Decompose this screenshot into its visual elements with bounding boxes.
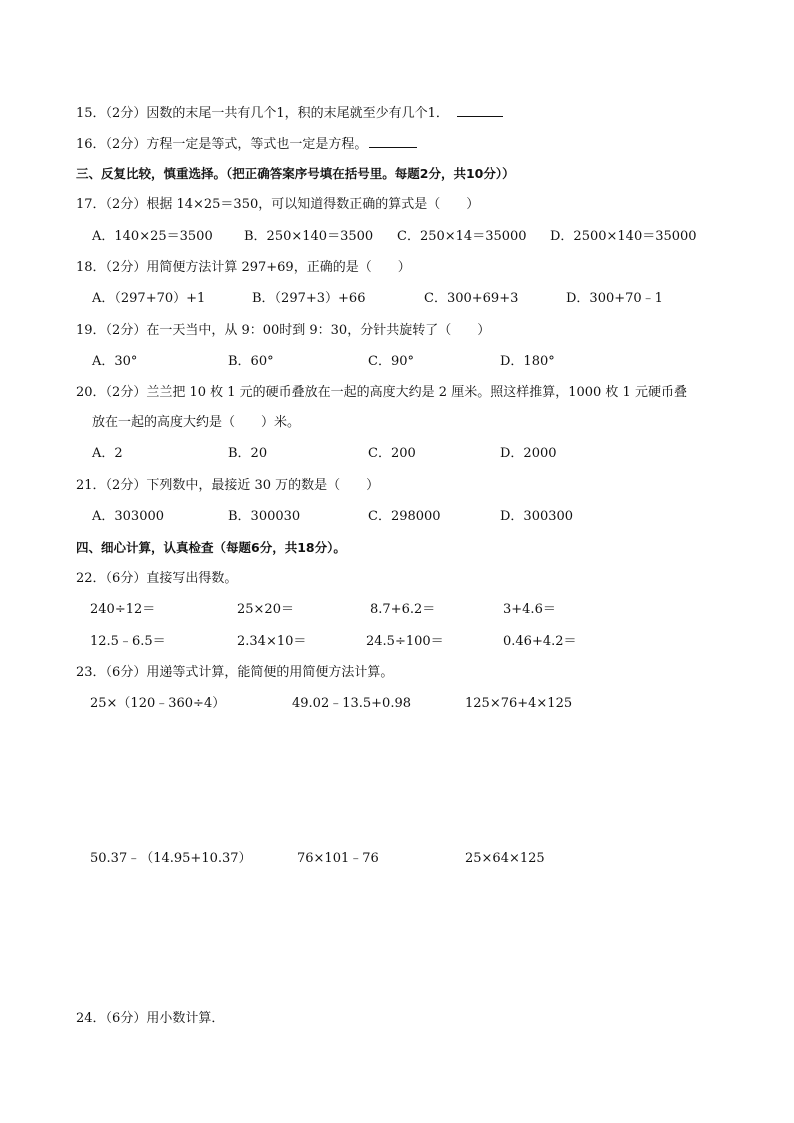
option-d[interactable]: D．300+70﹣1 — [566, 291, 663, 306]
calc-problem: 3+4.6＝ — [503, 602, 556, 617]
calc-problem: 25×（120﹣360÷4） — [90, 696, 226, 711]
option-a[interactable]: A．（297+70）+1 — [92, 291, 206, 306]
option-c[interactable]: C．200 — [368, 446, 416, 461]
option-c[interactable]: C．298000 — [368, 509, 441, 524]
option-d[interactable]: D．2000 — [500, 446, 557, 461]
option-d[interactable]: D．180° — [500, 354, 555, 369]
option-b[interactable]: B．250×140＝3500 — [244, 229, 374, 244]
calc-problem: 0.46+4.2＝ — [503, 634, 577, 649]
calc-problem: 50.37﹣（14.95+10.37） — [90, 851, 252, 866]
calc-problem: 2.34×10＝ — [237, 634, 307, 649]
option-b[interactable]: B．300030 — [228, 509, 301, 524]
question-20: 20．（2分）兰兰把 10 枚 1 元的硬币叠放在一起的高度大约是 2 厘米。照这样推算，1000 枚 1 元硬币叠 — [76, 385, 687, 400]
option-d[interactable]: D．300300 — [500, 509, 574, 524]
question-23: 23．（6分）用递等式计算，能简便的用简便方法计算。 — [76, 665, 394, 680]
option-d[interactable]: D．2500×140＝35000 — [550, 229, 697, 244]
question-24: 24．（6分）用小数计算． — [76, 1011, 225, 1026]
question-16-text: 16．（2分）方程一定是等式，等式也一定是方程。 — [76, 137, 368, 152]
calc-problem: 25×20＝ — [237, 602, 294, 617]
calc-problem: 25×64×125 — [465, 851, 545, 866]
calc-problem: 24.5÷100＝ — [366, 634, 444, 649]
option-c[interactable]: C．250×14＝35000 — [397, 229, 527, 244]
answer-blank-15[interactable] — [457, 104, 503, 117]
option-a[interactable]: A．140×25＝3500 — [92, 229, 213, 244]
question-21: 21．（2分）下列数中，最接近 30 万的数是（ ） — [76, 478, 380, 493]
calc-problem: 8.7+6.2＝ — [370, 602, 436, 617]
calc-problem: 12.5﹣6.5＝ — [90, 634, 166, 649]
section-3-heading: 三、反复比较，慎重选择。（把正确答案序号填在括号里。每题2分，共10分）） — [76, 166, 515, 181]
option-a[interactable]: A．303000 — [92, 509, 165, 524]
calc-problem: 240÷12＝ — [90, 602, 156, 617]
question-18: 18．（2分）用简便方法计算 297+69，正确的是（ ） — [76, 260, 411, 275]
option-b[interactable]: B．20 — [228, 446, 268, 461]
question-19: 19．（2分）在一天当中，从 9：00时到 9：30，分针共旋转了（ ） — [76, 323, 491, 338]
option-a[interactable]: A．30° — [92, 354, 138, 369]
calc-problem: 49.02﹣13.5+0.98 — [292, 696, 411, 711]
section-4-heading: 四、细心计算，认真检查（每题6分，共18分）。 — [76, 540, 346, 555]
option-b[interactable]: B．（297+3）+66 — [252, 291, 366, 306]
option-c[interactable]: C．90° — [368, 354, 414, 369]
calc-problem: 76×101﹣76 — [297, 851, 379, 866]
question-17: 17．（2分）根据 14×25＝350，可以知道得数正确的算式是（ ） — [76, 197, 480, 212]
option-b[interactable]: B．60° — [228, 354, 274, 369]
question-15-text: 15．（2分）因数的末尾一共有几个1，积的末尾就至少有几个1． — [76, 106, 449, 121]
calc-problem: 125×76+4×125 — [465, 696, 573, 711]
question-15 — [76, 104, 503, 122]
question-20-continued: 放在一起的高度大约是（ ）米。 — [92, 415, 301, 430]
question-22: 22．（6分）直接写出得数。 — [76, 571, 238, 586]
option-c[interactable]: C．300+69+3 — [424, 291, 519, 306]
question-16 — [76, 135, 417, 153]
answer-blank-16[interactable] — [369, 135, 417, 148]
option-a[interactable]: A．2 — [92, 446, 123, 461]
